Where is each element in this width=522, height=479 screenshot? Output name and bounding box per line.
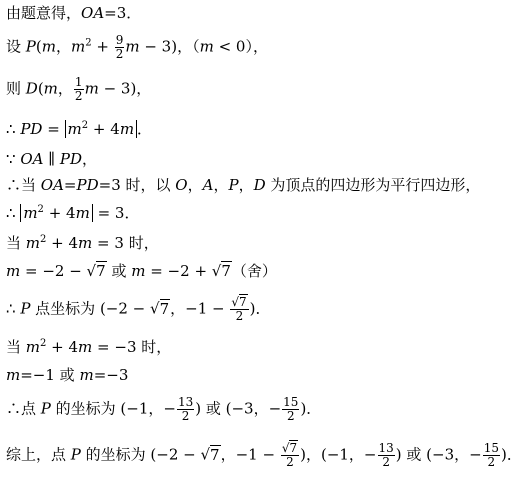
solution-line-7: ∴ $m^2 + 4m = 3$． [6,204,140,222]
solution-line-1: 由题意得，OA=3． [6,4,142,22]
solution-line-2: 设 P(m，$m^2$ + $\frac{9}{2}$ m − 3)，（m < 0）， [6,33,268,61]
solution-line-11: 当 $m^2 + 4m = -3$ 时， [6,338,172,356]
solution-line-13: ∴点 P 的坐标为 (−1，− $\frac{13}{2}$ ) 或 (−3，− $\frac{15}{2}$ )． [6,395,322,423]
solution-line-3: 则 D(m， $\frac{1}{2}$ m − 3)， [6,75,152,103]
solution-line-6: ∴当 OA=PD=3 时，以 O，A，P，D 为顶点的四边形为平行四边形， [6,176,481,194]
solution-line-12: m=−1 或 m=−3 [6,366,129,384]
solution-line-4: ∴ PD = $m^2 + 4m$ ． [6,120,153,138]
solution-line-8: 当 $m^2 + 4m = 3$ 时， [6,234,159,252]
solution-line-14: 综上，点 P 的坐标为 (−2 − √7，−1 − $\frac{√7}{2}$ )，(−1，− $\frac{13}{2}$ ) 或 (−3，− $\frac{15}{2}$ )． [6,441,522,469]
solution-line-9: m = −2 − √7 或 m = −2 + √7（舍） [6,262,277,280]
solution-line-10: ∴ P 点坐标为 (−2 − √7，−1 − $\frac{√7}{2}$ )． [6,295,271,323]
solution-line-5: ∵ OA ∥ PD， [6,150,98,168]
